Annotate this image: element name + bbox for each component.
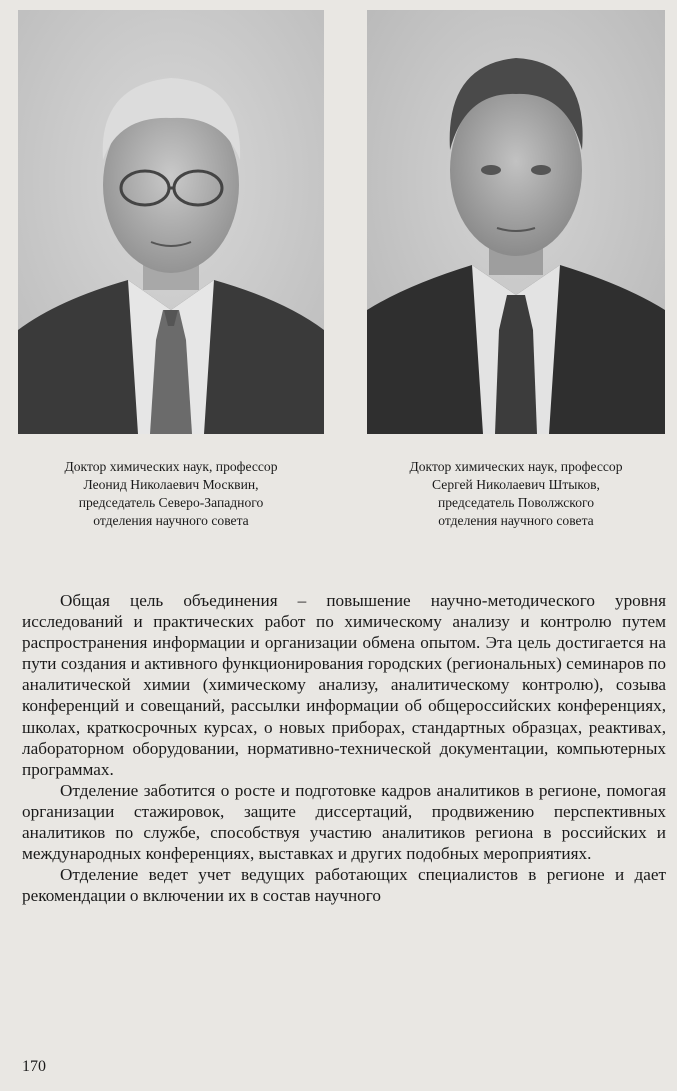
paragraph-staff: Отделение заботится о росте и подготовке кадров аналитиков в регионе, помогая организации стажировок, защите диссертаций, продвижению перспективных аналитиков по службе, способствуя участию аналитиков региона в российских и международных конференциях, выставках и других подобных мероприятиях. <box>22 780 666 864</box>
paragraph-goal: Общая цель объединения – повышение научно-методического уровня исследований и практических работ по химическому анализу и контролю путем распространения информации и организации обмена опытом. Эта цель достигается на пути создания и активного функционирования городских (региональных) семинаров по аналитической химии (химическому анализу, аналитическому контролю), созыва конференций и совещаний, рассылки информации об общероссийских конференциях, школах, краткосрочных курсах, о новых приборах, стандартных образцах, реактивах, лабораторном оборудовании, нормативно-технической документации, компьютерных программах. <box>22 591 666 779</box>
caption-right-line4: отделения научного совета <box>438 513 594 528</box>
caption-left-line4: отделения научного совета <box>93 513 249 528</box>
caption-left-line1: Доктор химических наук, профессор <box>64 459 278 474</box>
portrait-right-image <box>367 10 665 434</box>
caption-left-line2: Леонид Николаевич Москвин, <box>83 477 259 492</box>
portrait-photo-right <box>367 10 665 434</box>
caption-right-line2: Сергей Николаевич Штыков, <box>432 477 600 492</box>
body-text <box>22 590 666 906</box>
caption-left-line3: председатель Северо-Западного <box>78 495 264 510</box>
caption-right-line1: Доктор химических наук, профессор <box>409 459 623 474</box>
caption-right <box>367 458 665 530</box>
paragraph-records: Отделение ведет учет ведущих работающих специалистов в регионе и дает рекомендации о включении их в состав научного <box>22 865 666 906</box>
caption-right-line3: председатель Поволжского <box>437 495 595 510</box>
portrait-photo-left <box>18 10 324 434</box>
portrait-left-image <box>18 10 324 434</box>
page-number: 170 <box>22 1058 46 1075</box>
caption-left <box>18 458 324 530</box>
